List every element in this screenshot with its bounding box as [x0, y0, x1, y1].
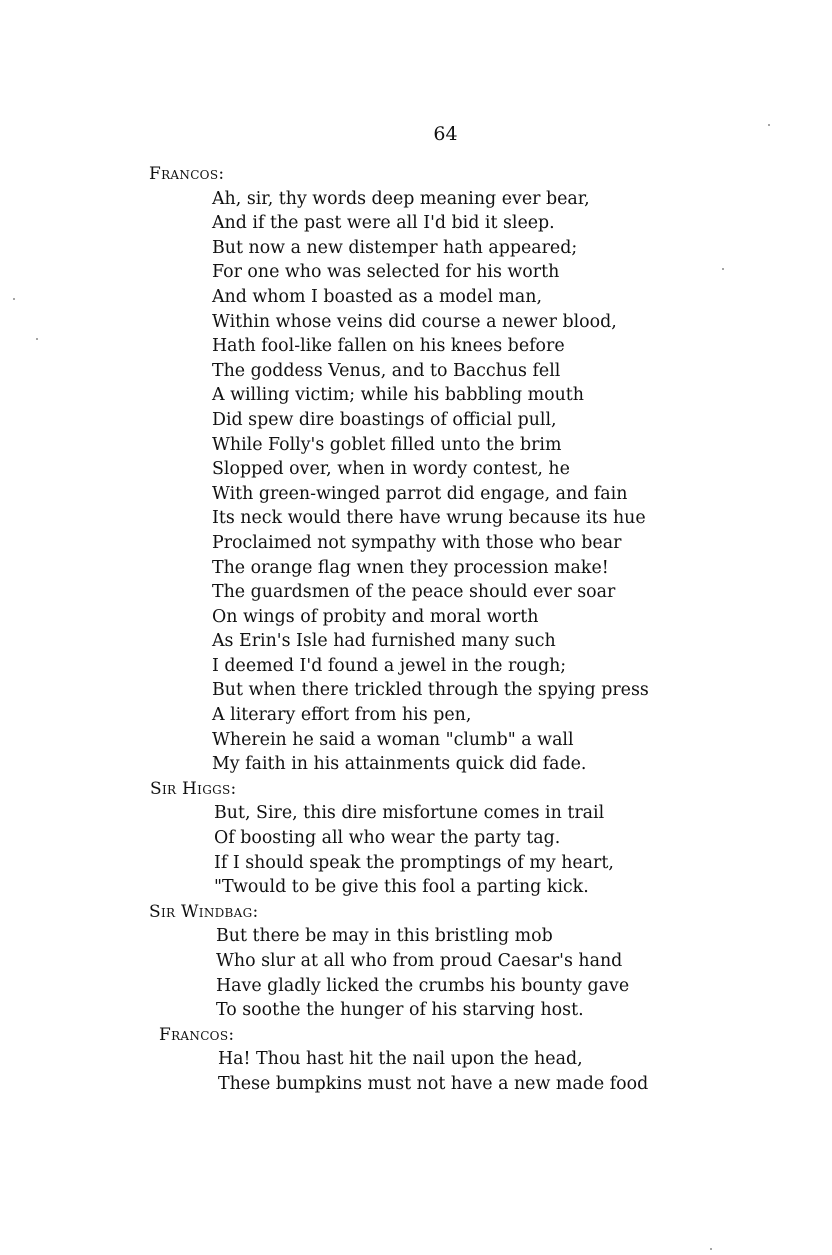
verse-line: My faith in his attainments quick did fade. — [212, 754, 587, 775]
verse-line: The goddess Venus, and to Bacchus fell — [212, 360, 561, 381]
scan-speck — [768, 124, 770, 126]
verse-line: As Erin's Isle had furnished many such — [212, 631, 556, 652]
verse-line: Ha! Thou hast hit the nail upon the head, — [218, 1049, 583, 1070]
verse-lines — [0, 187, 832, 777]
verse-line: But now a new distemper hath appeared; — [212, 237, 578, 258]
verse-line: If I should speak the promptings of my heart, — [214, 852, 614, 873]
verse-line: Within whose veins did course a newer blood, — [212, 311, 617, 332]
verse-line: But, Sire, this dire misfortune comes in trail — [214, 803, 605, 824]
verse-line: Did spew dire boastings of official pull, — [212, 409, 557, 430]
speaker-name: Sir Windbag: — [149, 901, 259, 922]
verse-line: And whom I boasted as a model man, — [212, 286, 543, 307]
speech-block-sir-windbag — [0, 900, 832, 1023]
speaker-name: Francos: — [159, 1024, 235, 1045]
verse-line: Slopped over, when in wordy contest, he — [212, 459, 570, 480]
verse-line: Hath fool-like fallen on his knees before — [212, 336, 565, 357]
verse-lines — [0, 801, 832, 899]
page-number: 64 — [433, 123, 458, 145]
speech-block-francos — [0, 162, 832, 777]
verse-line: For one who was selected for his worth — [212, 262, 560, 283]
verse-line: But there be may in this bristling mob — [216, 926, 553, 947]
verse-line: Wherein he said a woman "clumb" a wall — [212, 729, 574, 750]
scan-speck — [722, 268, 724, 270]
verse-line: A willing victim; while his babbling mouth — [212, 385, 584, 406]
verse-lines — [0, 1047, 832, 1096]
verse-line: A literary effort from his pen, — [212, 705, 472, 726]
verse-lines — [0, 924, 832, 1022]
verse-line: The guardsmen of the peace should ever soar — [212, 582, 616, 603]
verse-line: And if the past were all I'd bid it sleep. — [212, 213, 555, 234]
verse-line: Proclaimed not sympathy with those who bear — [212, 532, 622, 553]
scan-speck — [13, 298, 15, 300]
speaker-name: Francos: — [149, 164, 225, 184]
scan-speck — [710, 1248, 712, 1250]
poem-text — [0, 162, 832, 1097]
verse-line: On wings of probity and moral worth — [212, 606, 539, 627]
speech-block-francos — [0, 1023, 832, 1097]
verse-line: To soothe the hunger of his starving host. — [216, 1000, 584, 1021]
verse-line: Of boosting all who wear the party tag. — [214, 828, 561, 849]
verse-line: Have gladly licked the crumbs his bounty gave — [216, 975, 630, 996]
speaker-name: Sir Higgs: — [150, 778, 237, 799]
verse-line: With green-winged parrot did engage, and fain — [212, 483, 628, 504]
verse-line: These bumpkins must not have a new made food — [218, 1073, 649, 1094]
scan-speck — [36, 338, 38, 340]
verse-line: The orange flag wnen they procession make! — [212, 557, 609, 578]
speech-block-sir-higgs — [0, 777, 832, 900]
verse-line: While Folly's goblet filled unto the brim — [212, 434, 562, 455]
verse-line: I deemed I'd found a jewel in the rough; — [212, 655, 567, 676]
verse-line: Ah, sir, thy words deep meaning ever bear, — [212, 188, 590, 209]
verse-line: But when there trickled through the spying press — [212, 680, 649, 701]
verse-line: Who slur at all who from proud Caesar's hand — [216, 951, 623, 971]
verse-line: "Twould to be give this fool a parting kick. — [214, 877, 589, 898]
verse-line: Its neck would there have wrung because its hue — [212, 508, 646, 529]
